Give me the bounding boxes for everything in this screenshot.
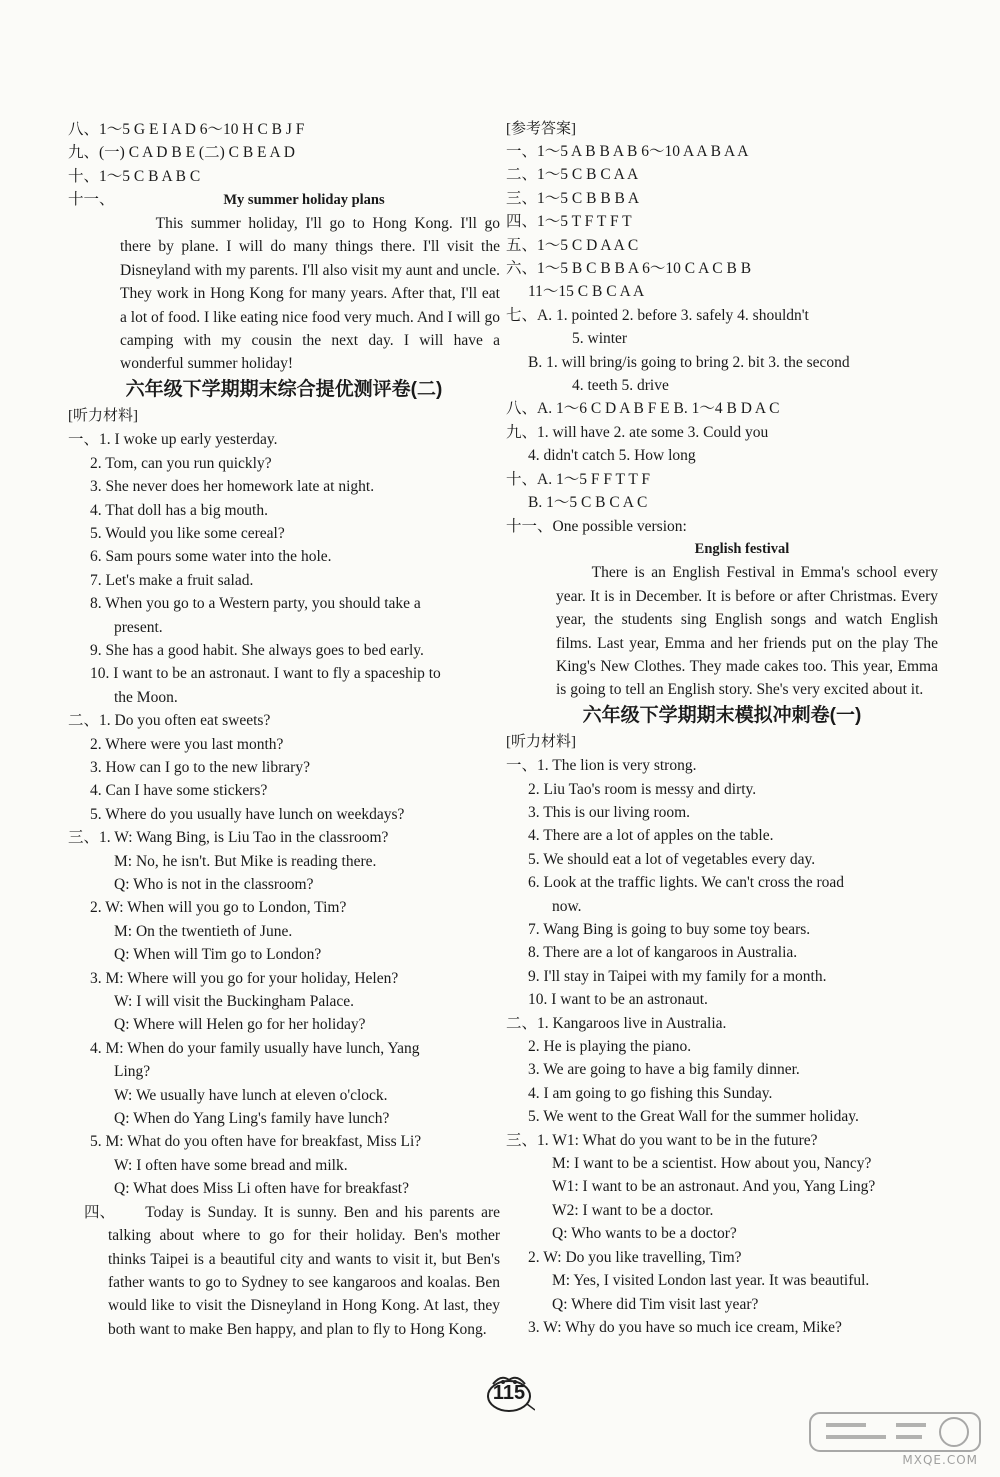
line-text: 7. Let's make a fruit salad.: [90, 571, 254, 589]
text-line: [506, 351, 938, 374]
line-text: B. 1. will bring/is going to bring 2. bit 3. the second: [528, 353, 850, 371]
text-line: [68, 826, 500, 849]
line-text: 2. W: When will you go to London, Tim?: [90, 899, 347, 917]
line-text: 8. There are a lot of kangaroos in Australia.: [528, 944, 798, 962]
text-line: [506, 1269, 938, 1292]
line-text: 4. M: When do your family usually have lunch, Yang: [90, 1039, 420, 1057]
item-number: 三、: [506, 1131, 538, 1149]
line-text: 1. W: Wang Bing, is Liu Tao in the classroom?: [99, 829, 389, 847]
line-text: 3. M: Where will you go for your holiday, Helen?: [90, 969, 399, 987]
text-line: [68, 779, 500, 802]
text-line: [68, 1084, 500, 1107]
answers-label-text: 参考答案: [511, 121, 572, 137]
line-text: 1～5 G E I A D 6～10 H C B J F: [99, 121, 305, 138]
text-line: [506, 1105, 938, 1128]
item-number: 五、: [506, 236, 538, 254]
section-4-label: 四、: [84, 1203, 116, 1221]
text-line: [68, 733, 500, 756]
essay-2-title: English festival: [694, 540, 790, 557]
line-text: 3. We are going to have a big family dinner.: [528, 1061, 800, 1079]
item-number: 八、: [506, 400, 538, 418]
watermark: [806, 1407, 986, 1469]
text-line: [68, 896, 500, 919]
line-text: present.: [114, 618, 163, 636]
line-text: 4. That doll has a big mouth.: [90, 501, 268, 519]
text-line: [506, 1222, 938, 1245]
item-number: 六、: [506, 260, 538, 278]
line-text: Q: Who wants to be a doctor?: [552, 1225, 737, 1243]
page-number-text: 115: [492, 1382, 526, 1404]
line-text: Ling?: [114, 1063, 151, 1081]
text-line: [506, 421, 938, 444]
line-text: 2. W: Do you like travelling, Tim?: [528, 1248, 742, 1266]
text-line: [506, 1175, 938, 1198]
text-line: [68, 756, 500, 779]
watermark-text: MXQE.COM: [902, 1453, 978, 1467]
text-line: [68, 803, 500, 826]
line-text: W: We usually have lunch at eleven o'clock.: [114, 1086, 388, 1104]
text-line: [68, 428, 500, 451]
line-text: 1. I woke up early yesterday.: [99, 431, 278, 449]
essay-1-title: My summer holiday plans: [223, 191, 385, 208]
line-text: A. 1～5 F F T T F: [537, 470, 651, 488]
text-line: [68, 475, 500, 498]
line-text: Q: Who is not in the classroom?: [114, 876, 314, 893]
text-line: [506, 327, 938, 350]
text-line: [68, 141, 500, 164]
text-line: [506, 468, 938, 491]
line-text: B. 1～5 C B C A C: [528, 494, 648, 512]
left-column: [68, 118, 500, 1341]
text-line: [68, 592, 500, 615]
text-line: [68, 943, 500, 966]
text-line: [506, 848, 938, 871]
text-line: [68, 1013, 500, 1036]
line-text: 4. There are a lot of apples on the table.: [528, 827, 774, 845]
line-text: the Moon.: [114, 688, 178, 706]
text-line: [506, 918, 938, 941]
item-number: 三、: [506, 189, 538, 207]
text-line: [506, 754, 938, 777]
text-line: [506, 778, 938, 801]
line-text: 4. Can I have some stickers?: [90, 782, 268, 800]
answers-label: [参考答案]: [506, 121, 577, 137]
text-line: [506, 824, 938, 847]
text-line: [506, 374, 938, 397]
line-text: 8. When you go to a Western party, you should take a: [90, 595, 421, 613]
item-number: 九、: [506, 423, 538, 441]
text-line: [506, 1246, 938, 1269]
text-line: [68, 639, 500, 662]
line-text: 1～5 T F T F T: [537, 213, 632, 231]
text-line: [506, 491, 938, 514]
line-text: Q: Where will Helen go for her holiday?: [114, 1016, 366, 1034]
text-line: [506, 234, 938, 257]
section-title-2: 六年级下学期期末综合提优测评卷(二): [125, 378, 443, 400]
text-line: [506, 140, 938, 163]
line-text: 1～5 C B A B C: [99, 167, 201, 185]
item-number: 九、: [68, 144, 100, 162]
text-line: [68, 616, 500, 639]
item-number: 八、: [68, 121, 100, 138]
line-text: 1. W1: What do you want to be in the future?: [537, 1131, 818, 1149]
text-line: [506, 1012, 938, 1035]
item-number: 一、: [68, 431, 100, 449]
text-line: [506, 163, 938, 186]
line-text: M: No, he isn't. But Mike is reading there.: [114, 852, 377, 870]
text-line: [506, 941, 938, 964]
text-line: [506, 187, 938, 210]
essay-1-text: This summer holiday, I'll go to Hong Kong. I'll go there by plane. I will do many things there. I'll visit the Disneyland with my parents. I'll also visit my aunt and uncle. They work in Hong Kong for many years. After that, I'll eat a lot of food. I like eating nice food very much. And I will go camping with my cousin the next day. I will have a wonderful summer holiday!: [120, 215, 500, 373]
text-line: [506, 1199, 938, 1222]
text-line: [68, 499, 500, 522]
text-line: [68, 920, 500, 943]
line-text: W1: I want to be an astronaut. And you, Yang Ling?: [552, 1178, 876, 1196]
line-text: 3. How can I go to the new library?: [90, 758, 310, 776]
listening-label-text-2: 听力材料: [511, 733, 572, 750]
line-text: 5. M: What do you often have for breakfast, Miss Li?: [90, 1133, 422, 1151]
text-line: [68, 545, 500, 568]
line-text: 2. He is playing the piano.: [528, 1038, 692, 1056]
text-line: [506, 515, 938, 538]
text-line: [506, 871, 938, 894]
line-text: Q: When do Yang Ling's family have lunch?: [114, 1110, 390, 1128]
line-text: Q: What does Miss Li often have for breakfast?: [114, 1180, 409, 1198]
line-text: 6. Sam pours some water into the hole.: [90, 548, 332, 566]
watermark-logo-icon: [806, 1407, 986, 1455]
line-text: 5. winter: [572, 330, 628, 348]
line-text: Q: When will Tim go to London?: [114, 946, 322, 964]
line-text: W2: I want to be a doctor.: [552, 1201, 714, 1219]
line-text: 1～5 C B B B A: [537, 189, 640, 207]
line-text: 4. teeth 5. drive: [572, 377, 669, 395]
section-title-3: 六年级下学期期末模拟冲刺卷(一): [582, 704, 862, 726]
line-text: (一) C A D B E (二) C B E A D: [99, 144, 295, 162]
line-text: 9. She has a good habit. She always goes to bed early.: [90, 641, 424, 659]
line-text: 5. Would you like some cereal?: [90, 524, 285, 542]
text-line: [68, 686, 500, 709]
line-text: 1～5 A B B A B 6～10 A A B A A: [537, 143, 749, 160]
line-text: 5. We went to the Great Wall for the summer holiday.: [528, 1108, 859, 1126]
text-line: [68, 569, 500, 592]
text-line: [68, 662, 500, 685]
item-number: 二、: [68, 712, 100, 730]
text-line: [68, 522, 500, 545]
text-line: [506, 1058, 938, 1081]
text-line: [506, 1082, 938, 1105]
text-line: [68, 165, 500, 188]
line-text: 1～5 C D A A C: [537, 236, 639, 254]
line-text: 6. Look at the traffic lights. We can't cross the road: [528, 874, 845, 892]
text-line: [68, 188, 500, 211]
line-text: 4. I am going to go fishing this Sunday.: [528, 1084, 773, 1102]
line-text: 5. We should eat a lot of vegetables every day.: [528, 850, 816, 868]
text-line: [68, 452, 500, 475]
right-column: [506, 118, 938, 1339]
item-number: 三、: [68, 829, 100, 847]
item-number: 十一、: [68, 191, 115, 209]
text-line: [506, 1293, 938, 1316]
line-text: 1. Do you often eat sweets?: [99, 712, 271, 730]
item-number: 一、: [506, 757, 538, 775]
line-text: 3. She never does her homework late at night.: [90, 478, 375, 496]
text-line: [506, 988, 938, 1011]
text-line: [68, 709, 500, 732]
text-line: [506, 280, 938, 303]
line-text: M: Yes, I visited London last year. It was beautiful.: [552, 1272, 870, 1290]
text-line: [506, 257, 938, 280]
line-text: M: On the twentieth of June.: [114, 922, 293, 940]
text-line: [68, 873, 500, 896]
text-line: [68, 118, 500, 141]
item-number: 二、: [506, 166, 538, 184]
line-text: M: I want to be a scientist. How about you, Nancy?: [552, 1155, 872, 1173]
line-text: A. 1～6 C D A B F E B. 1～4 B D A C: [537, 400, 780, 418]
line-text: 11～15 C B C A A: [528, 283, 645, 301]
line-text: 10. I want to be an astronaut.: [528, 991, 708, 1009]
line-text: W: I often have some bread and milk.: [114, 1156, 348, 1174]
answer-lines-top: [68, 118, 500, 212]
line-text: 10. I want to be an astronaut. I want to fly a spaceship to: [90, 665, 441, 683]
text-line: [506, 965, 938, 988]
text-line: [506, 1129, 938, 1152]
listening-lines-right: [506, 754, 938, 1339]
line-text: 1～5 C B C A A: [537, 166, 639, 184]
text-line: [506, 1152, 938, 1175]
text-line: [506, 444, 938, 467]
line-text: 5. Where do you usually have lunch on weekdays?: [90, 805, 405, 823]
answer-lines-right: [506, 140, 938, 538]
text-line: [68, 1154, 500, 1177]
line-text: 1. Kangaroos live in Australia.: [537, 1014, 727, 1032]
item-number: 十一、: [506, 517, 553, 535]
text-line: [506, 801, 938, 824]
item-number: 七、: [506, 306, 538, 324]
text-line: [506, 1316, 938, 1339]
line-text: 7. Wang Bing is going to buy some toy bears.: [528, 921, 811, 938]
item-number: 十、: [68, 167, 100, 185]
text-line: [68, 1037, 500, 1060]
line-text: A. 1. pointed 2. before 3. safely 4. shouldn't: [537, 306, 809, 324]
text-line: [506, 1035, 938, 1058]
line-text: One possible version:: [552, 517, 687, 535]
text-line: [506, 397, 938, 420]
item-number: 四、: [506, 213, 538, 231]
line-text: 1～5 B C B B A 6～10 C A C B B: [537, 260, 752, 278]
line-text: 4. didn't catch 5. How long: [528, 447, 696, 465]
line-text: 2. Tom, can you run quickly?: [90, 454, 272, 472]
text-line: [506, 895, 938, 918]
item-number: 二、: [506, 1014, 538, 1032]
item-number: 十、: [506, 470, 538, 488]
text-line: [506, 210, 938, 233]
line-text: 9. I'll stay in Taipei with my family for a month.: [528, 967, 827, 985]
line-text: 2. Where were you last month?: [90, 735, 284, 753]
text-line: [68, 967, 500, 990]
text-line: [68, 850, 500, 873]
line-text: 1. will have 2. ate some 3. Could you: [537, 423, 769, 441]
item-number: 一、: [506, 143, 538, 160]
line-text: Q: Where did Tim visit last year?: [552, 1295, 759, 1313]
text-line: [506, 304, 938, 327]
text-line: [68, 1177, 500, 1200]
text-line: [68, 1060, 500, 1083]
line-text: 3. W: Why do you have so much ice cream, Mike?: [528, 1318, 842, 1336]
page-number: [483, 1370, 535, 1416]
line-text: 3. This is our living room.: [528, 803, 691, 821]
text-line: [68, 990, 500, 1013]
listening-label: [听力材料]: [68, 407, 139, 424]
section-4-text: Today is Sunday. It is sunny. Ben and his parents are talking about where to go for their holiday. Ben's mother thinks Taipei is a beautiful city and wants to visit it, but Ben's father wants to go to Sydney to see kangaroos and koalas. Ben would like to visit the Disneyland in Hong Kong. At last, they both want to make Ben happy, and plan to fly to Hong Kong.: [108, 1203, 500, 1338]
text-line: [68, 1130, 500, 1153]
line-text: 2. Liu Tao's room is messy and dirty.: [528, 780, 757, 798]
line-text: W: I will visit the Buckingham Palace.: [114, 993, 355, 1011]
line-text: 1. The lion is very strong.: [537, 757, 697, 775]
listening-label-2: [听力材料]: [506, 733, 577, 750]
text-line: [68, 1107, 500, 1130]
line-text: now.: [552, 897, 582, 915]
listening-lines-left: [68, 428, 500, 1200]
essay-2-text: There is an English Festival in Emma's school every year. It is in December. It is before or after Christmas. Every year, the students sing English songs and watch English films. Last year, Emma and her friends put on the play The King's New Clothes. They made cakes too. This year, Emma is going to tell an English story. She's very excited about it.: [556, 564, 938, 699]
listening-label-text: 听力材料: [73, 407, 134, 424]
